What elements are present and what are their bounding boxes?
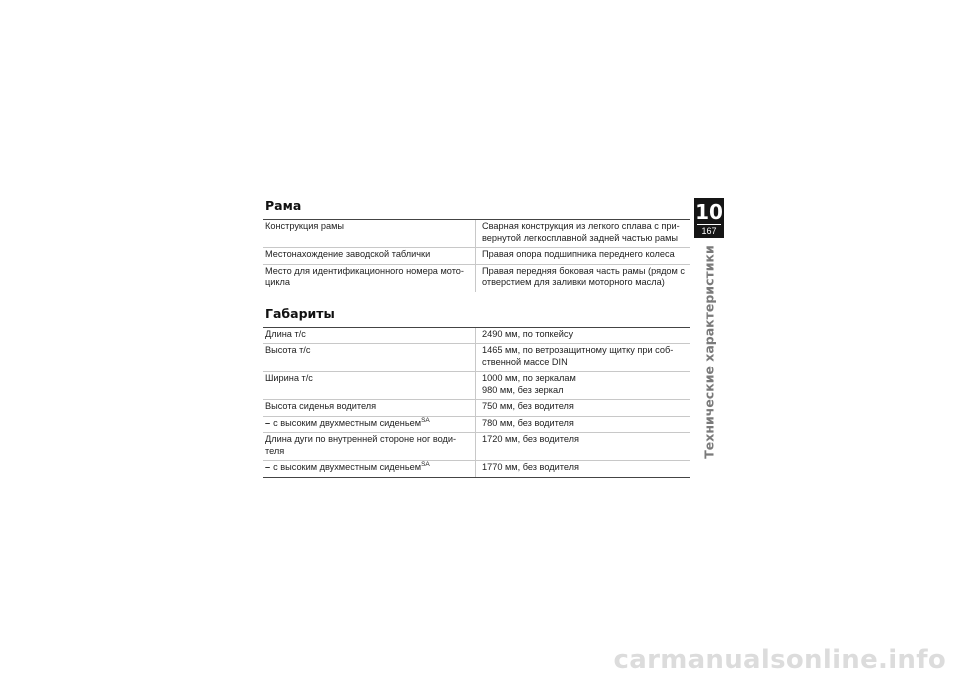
table-row (263, 433, 690, 461)
chapter-number: 10 (695, 200, 723, 224)
section-title-dimensions: Габариты (265, 305, 335, 321)
spec-value-line: Правая опора подшипника переднего колеса (482, 249, 675, 259)
spec-label: Конструкция рамы (263, 220, 476, 247)
spec-value (476, 344, 690, 371)
spec-value-line: 980 мм, без зеркал (482, 384, 564, 395)
chapter-tab (694, 198, 724, 238)
spec-label: Место для идентификационного номера мото- цикла (263, 265, 476, 292)
spec-label: Длина дуги по внутренней стороне ног води- теля (263, 433, 476, 460)
spec-value (476, 417, 690, 433)
spec-value-line: 1720 мм, без водителя (482, 434, 579, 444)
table-row (263, 328, 690, 345)
table-row (263, 265, 690, 292)
spec-value (476, 265, 690, 292)
watermark: carmanualsonline.info (613, 645, 946, 675)
spec-value-line: 780 мм, без водителя (482, 417, 574, 428)
spec-label: Ширина т/с (263, 372, 476, 399)
spec-label (263, 461, 476, 477)
section-title-frame: Рама (265, 198, 302, 213)
side-chapter-title: Технические характеристики (701, 245, 717, 459)
spec-value-line: Правая передняя боковая часть рамы (рядом с (482, 265, 685, 276)
spec-label: Высота т/с (263, 344, 476, 371)
table-row (263, 220, 690, 248)
spec-label: Высота сиденья водителя (263, 400, 476, 416)
table-row (263, 248, 690, 265)
spec-label-text: с высоким двухместным сиденьем (273, 462, 422, 472)
dimensions-spec-table (263, 327, 690, 478)
page-number: 167 (701, 226, 717, 236)
spec-value (476, 461, 690, 477)
spec-label-text: с высоким двухместным сиденьем (273, 417, 422, 428)
spec-value (476, 372, 690, 399)
spec-value (476, 328, 690, 344)
spec-value-line: отверстием для заливки моторного масла) (482, 277, 665, 287)
spec-label: Местонахождение заводской таблички (263, 248, 476, 264)
spec-label (263, 417, 476, 433)
spec-value (476, 400, 690, 416)
table-row (263, 417, 690, 434)
frame-spec-table (263, 219, 690, 292)
spec-value-line: 2490 мм, по топкейсу (482, 328, 574, 339)
spec-value (476, 220, 690, 247)
spec-content (263, 198, 690, 478)
table-row (263, 461, 690, 477)
table-row (263, 372, 690, 400)
table-row (263, 400, 690, 417)
dash-marker: – (265, 417, 271, 428)
table-row (263, 344, 690, 372)
spec-label: Длина т/с (263, 328, 476, 344)
spec-value (476, 433, 690, 460)
sa-superscript: SA (421, 460, 430, 468)
spec-value-line: 750 мм, без водителя (482, 401, 574, 411)
spec-value (476, 248, 690, 264)
spec-value-line: Сварная конструкция из легкого сплава с при- (482, 221, 680, 231)
spec-value-line: 1000 мм, по зеркалам (482, 373, 576, 383)
spec-value-line: 1770 мм, без водителя (482, 462, 579, 472)
spec-value-line: вернутой легкосплавной задней частью рамы (482, 232, 679, 243)
sa-superscript: SA (421, 416, 430, 424)
spec-value-line: ственной массе DIN (482, 356, 568, 367)
spec-value-line: 1465 мм, по ветрозащитному щитку при соб- (482, 345, 674, 355)
dash-marker: – (265, 462, 271, 472)
